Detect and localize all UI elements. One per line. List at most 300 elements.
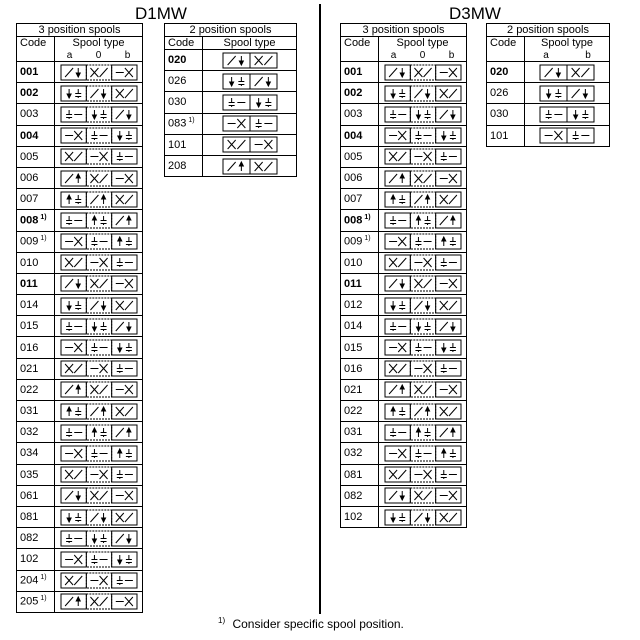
spool-symbol-icon — [222, 158, 278, 175]
spool-code-cell — [341, 62, 379, 83]
spool-symbol-icon — [222, 115, 278, 132]
spool-code-cell — [341, 337, 379, 358]
spool-code: 014 — [344, 320, 363, 333]
spool-code-cell — [487, 104, 525, 125]
spool-symbol-icon — [60, 106, 138, 123]
spool-row — [487, 104, 610, 125]
spool-code-cell — [17, 125, 55, 146]
d1mw-3-position-table — [16, 23, 143, 613]
spool-symbol-icon — [384, 509, 462, 526]
spool-code-cell — [341, 273, 379, 294]
spool-symbol-icon — [222, 73, 278, 90]
column-divider — [319, 4, 321, 614]
spool-code-cell — [341, 464, 379, 485]
spool-symbol-cell — [379, 273, 467, 294]
spool-symbol-icon — [60, 593, 138, 610]
spool-row — [17, 570, 143, 591]
spool-code-cell — [341, 167, 379, 188]
spool-row — [341, 189, 467, 210]
spool-row — [17, 591, 143, 612]
position-a-label: a — [390, 49, 397, 61]
spool-symbol-cell — [55, 485, 143, 506]
spool-code-cell — [17, 231, 55, 252]
spool-symbol-icon — [384, 191, 462, 208]
spool-code-cell — [17, 252, 55, 273]
spool-symbol-icon — [60, 233, 138, 250]
footnote — [216, 616, 404, 631]
spool-code: 031 — [344, 426, 363, 439]
code-header: Code — [17, 37, 55, 50]
spool-symbol-cell — [55, 549, 143, 570]
spool-symbol-cell — [55, 464, 143, 485]
spool-code: 101 — [490, 129, 509, 142]
spool-row — [341, 62, 467, 83]
spool-symbol-icon — [539, 106, 595, 123]
spool-symbol-cell — [55, 83, 143, 104]
spool-symbol-icon — [60, 212, 138, 229]
spool-code: 006 — [20, 172, 39, 185]
spool-row — [17, 146, 143, 167]
spool-row — [17, 231, 143, 252]
spool-row — [487, 62, 610, 83]
spool-symbol-icon — [384, 64, 462, 81]
spool-symbol-icon — [384, 106, 462, 123]
spool-code-cell — [341, 506, 379, 527]
spool-code-cell — [17, 316, 55, 337]
spool-code: 011 — [20, 277, 38, 290]
spool-symbol-cell — [379, 401, 467, 422]
spool-code: 030 — [168, 96, 187, 109]
spool-row — [341, 379, 467, 400]
spool-symbol-cell — [379, 316, 467, 337]
spool-symbol-icon — [384, 170, 462, 187]
spool-symbol-icon — [384, 297, 462, 314]
spool-symbol-icon — [60, 64, 138, 81]
spool-symbol-cell — [55, 273, 143, 294]
spool-code: 003 — [344, 108, 363, 121]
position-a-label: a — [66, 49, 73, 61]
spool-symbol-cell — [379, 506, 467, 527]
spool-row — [165, 113, 297, 134]
spool-symbol-icon — [384, 403, 462, 420]
group-header: 2 position spools — [487, 24, 610, 37]
spool-code-cell — [17, 189, 55, 210]
position-b-label: b — [585, 49, 591, 61]
spool-row — [341, 316, 467, 337]
spool-row — [341, 485, 467, 506]
spool-code: 020 — [168, 54, 187, 67]
spool-symbol-cell — [379, 443, 467, 464]
spool-row — [17, 252, 143, 273]
spool-row — [341, 401, 467, 422]
spool-symbol-cell — [203, 155, 297, 176]
spool-code: 010 — [20, 256, 39, 269]
spool-row — [341, 125, 467, 146]
spool-symbol-icon — [60, 530, 138, 547]
spool-row — [341, 273, 467, 294]
spool-symbol-icon — [60, 170, 138, 187]
spool-symbol-cell — [55, 422, 143, 443]
spool-symbol-cell — [525, 104, 610, 125]
spool-row — [17, 295, 143, 316]
spool-code-cell — [17, 379, 55, 400]
spool-code-cell — [341, 252, 379, 273]
group-header: 2 position spools — [165, 24, 297, 37]
group-header: 3 position spools — [341, 24, 467, 37]
spool-code-cell — [17, 295, 55, 316]
spool-symbol-cell — [55, 528, 143, 549]
spool-symbol-cell — [525, 125, 610, 146]
spool-row — [17, 379, 143, 400]
spool-code-cell — [165, 134, 203, 155]
spool-code-cell — [17, 528, 55, 549]
footnote-ref: 1) — [364, 235, 371, 243]
spool-code-cell — [17, 273, 55, 294]
spool-row — [17, 485, 143, 506]
spool-code: 005 — [20, 150, 39, 163]
spool-type-header: Spool type — [55, 37, 143, 50]
footnote-ref: 1) — [40, 595, 47, 603]
spool-code: 003 — [20, 108, 39, 121]
spool-symbol-cell — [203, 92, 297, 113]
spool-row — [341, 295, 467, 316]
spool-symbol-icon — [384, 148, 462, 165]
spool-code: 081 — [344, 468, 363, 481]
spool-row — [165, 71, 297, 92]
spool-row — [487, 83, 610, 104]
spool-code: 205 — [20, 596, 39, 609]
spool-symbol-icon — [60, 487, 138, 504]
spool-row — [17, 273, 143, 294]
spool-row — [17, 62, 143, 83]
code-header: Code — [487, 37, 525, 50]
spool-symbol-cell — [55, 231, 143, 252]
spool-code: 032 — [20, 426, 39, 439]
spool-code-cell — [17, 62, 55, 83]
spool-code: 008 — [20, 214, 39, 227]
spool-row — [341, 231, 467, 252]
footnote-ref: 1) — [40, 235, 47, 243]
spool-symbol-cell — [379, 379, 467, 400]
spool-row — [165, 134, 297, 155]
spool-symbol-icon — [60, 572, 138, 589]
spool-symbol-icon — [60, 127, 138, 144]
spool-symbol-cell — [379, 104, 467, 125]
spool-symbol-icon — [384, 212, 462, 229]
spool-code: 009 — [344, 235, 363, 248]
spool-code: 034 — [20, 447, 39, 460]
spool-symbol-icon — [60, 85, 138, 102]
spool-code: 026 — [168, 75, 187, 88]
position-b-label: b — [124, 49, 131, 61]
spool-symbol-cell — [379, 62, 467, 83]
spool-code-cell — [341, 401, 379, 422]
spool-row — [17, 337, 143, 358]
spool-symbol-cell — [55, 167, 143, 188]
spool-code: 204 — [20, 574, 39, 587]
spool-code: 010 — [344, 256, 363, 269]
spool-row — [487, 125, 610, 146]
spool-code-cell — [17, 210, 55, 231]
spool-symbol-cell — [55, 210, 143, 231]
spool-code: 035 — [20, 468, 39, 481]
spool-symbol-cell — [379, 485, 467, 506]
spool-symbol-icon — [384, 318, 462, 335]
spool-code: 009 — [20, 235, 39, 248]
spool-code: 004 — [344, 129, 363, 142]
spool-code-cell — [165, 71, 203, 92]
spool-code: 016 — [20, 341, 39, 354]
spool-symbol-cell — [379, 337, 467, 358]
spool-row — [341, 146, 467, 167]
spool-code: 001 — [20, 66, 39, 79]
spool-code: 015 — [20, 320, 39, 333]
spool-code: 208 — [168, 160, 187, 173]
spool-symbol-icon — [60, 254, 138, 271]
spool-code-cell — [341, 231, 379, 252]
spool-symbol-icon — [60, 509, 138, 526]
spool-code-cell — [487, 62, 525, 83]
position-0-label: 0 — [95, 49, 102, 61]
spool-symbol-cell — [55, 189, 143, 210]
spool-code: 021 — [344, 383, 363, 396]
spool-code: 102 — [344, 511, 363, 524]
spool-code: 031 — [20, 405, 39, 418]
spool-code-cell — [17, 549, 55, 570]
spool-symbol-icon — [539, 64, 595, 81]
spool-symbol-cell — [379, 83, 467, 104]
position-a-label: a — [543, 49, 549, 61]
spool-code-cell — [487, 83, 525, 104]
spool-symbol-icon — [384, 127, 462, 144]
spool-symbol-icon — [60, 424, 138, 441]
spool-code-cell — [17, 591, 55, 612]
spool-code: 061 — [20, 489, 39, 502]
spool-row — [17, 167, 143, 188]
spool-symbol-cell — [379, 125, 467, 146]
spool-symbol-cell — [203, 50, 297, 71]
spool-code-cell — [17, 570, 55, 591]
spool-symbol-cell — [379, 252, 467, 273]
spool-code-cell — [17, 83, 55, 104]
spool-code: 022 — [344, 405, 363, 418]
spool-row — [17, 316, 143, 337]
spool-code-cell — [341, 210, 379, 231]
spool-code-cell — [341, 379, 379, 400]
code-header: Code — [341, 37, 379, 50]
spool-type-header: Spool type — [203, 37, 297, 50]
d1mw-2-position-table — [164, 23, 297, 177]
spool-code: 026 — [490, 87, 509, 100]
spool-row — [17, 83, 143, 104]
spool-type-header: Spool type — [525, 37, 610, 50]
spool-symbol-icon — [384, 445, 462, 462]
spool-row — [341, 210, 467, 231]
spool-code-cell — [341, 295, 379, 316]
spool-symbol-icon — [60, 191, 138, 208]
spool-symbol-cell — [379, 210, 467, 231]
spool-code-cell — [17, 337, 55, 358]
spool-code-cell — [341, 104, 379, 125]
spool-symbol-cell — [379, 189, 467, 210]
spool-symbol-icon — [60, 551, 138, 568]
spool-row — [341, 104, 467, 125]
spool-symbol-cell — [55, 591, 143, 612]
spool-symbol-cell — [55, 443, 143, 464]
spool-code-cell — [165, 113, 203, 134]
spool-row — [341, 358, 467, 379]
spool-code: 015 — [344, 341, 363, 354]
spool-code: 008 — [344, 214, 363, 227]
spool-symbol-cell — [525, 83, 610, 104]
spool-row — [341, 422, 467, 443]
spool-symbol-cell — [55, 252, 143, 273]
spool-row — [341, 252, 467, 273]
spool-code-cell — [341, 189, 379, 210]
spool-symbol-icon — [539, 127, 595, 144]
spool-code: 002 — [344, 87, 363, 100]
spool-code-cell — [17, 443, 55, 464]
spool-row — [17, 549, 143, 570]
spool-symbol-icon — [384, 360, 462, 377]
spool-row — [17, 506, 143, 527]
spool-symbol-cell — [55, 337, 143, 358]
spool-symbol-icon — [60, 275, 138, 292]
spool-row — [165, 155, 297, 176]
spool-code-cell — [341, 443, 379, 464]
spool-row — [17, 422, 143, 443]
spool-symbol-icon — [222, 136, 278, 153]
spool-code-cell — [17, 358, 55, 379]
spool-code: 006 — [344, 172, 363, 185]
spool-row — [341, 167, 467, 188]
footnote-ref: 1) — [40, 574, 47, 582]
spool-row — [17, 528, 143, 549]
spool-symbol-icon — [60, 360, 138, 377]
spool-symbol-cell — [525, 62, 610, 83]
spool-symbol-icon — [222, 52, 278, 69]
spool-code: 081 — [20, 511, 39, 524]
spool-row — [17, 104, 143, 125]
spool-symbol-icon — [60, 339, 138, 356]
footnote-text: Consider specific spool position. — [232, 617, 404, 631]
spool-code: 030 — [490, 108, 509, 121]
spool-symbol-icon — [384, 424, 462, 441]
spool-code: 007 — [344, 193, 363, 206]
position-b-label: b — [448, 49, 455, 61]
spool-code-cell — [487, 125, 525, 146]
spool-code: 082 — [344, 489, 363, 502]
spool-symbol-icon — [384, 487, 462, 504]
spool-code: 032 — [344, 447, 363, 460]
d1mw-title: D1MW — [135, 4, 187, 23]
spool-code-cell — [341, 316, 379, 337]
spool-row — [165, 92, 297, 113]
spool-symbol-icon — [384, 466, 462, 483]
spool-row — [17, 125, 143, 146]
footnote-ref: 1) — [188, 117, 195, 125]
spool-symbol-cell — [55, 358, 143, 379]
spool-symbol-cell — [55, 401, 143, 422]
spool-code-cell — [17, 401, 55, 422]
spool-symbol-cell — [55, 506, 143, 527]
spool-row — [341, 506, 467, 527]
spool-row — [17, 210, 143, 231]
spool-code-cell — [341, 146, 379, 167]
spool-symbol-icon — [384, 254, 462, 271]
spool-code: 007 — [20, 193, 39, 206]
spool-symbol-cell — [55, 316, 143, 337]
group-header: 3 position spools — [17, 24, 143, 37]
footnote-mark: 1) — [218, 616, 226, 625]
d3mw-2-position-table — [486, 23, 610, 147]
spool-symbol-icon — [384, 381, 462, 398]
spool-row — [341, 83, 467, 104]
spool-row — [17, 464, 143, 485]
spool-code-cell — [165, 50, 203, 71]
spool-symbol-icon — [60, 445, 138, 462]
spool-code-cell — [341, 358, 379, 379]
spool-symbol-cell — [379, 358, 467, 379]
spool-code-cell — [341, 422, 379, 443]
spool-row — [17, 401, 143, 422]
spool-code: 012 — [344, 299, 363, 312]
spool-row — [341, 443, 467, 464]
spool-symbol-cell — [379, 464, 467, 485]
spool-symbol-cell — [379, 167, 467, 188]
spool-row — [341, 464, 467, 485]
position-0-label: 0 — [419, 49, 426, 61]
spool-code-cell — [341, 485, 379, 506]
spool-type-header: Spool type — [379, 37, 467, 50]
spool-symbol-cell — [203, 134, 297, 155]
spool-code: 004 — [20, 129, 39, 142]
spool-code: 016 — [344, 362, 363, 375]
spool-code: 020 — [490, 66, 509, 79]
spool-code: 083 — [168, 117, 187, 130]
d3mw-3-position-table — [340, 23, 467, 528]
spool-code: 101 — [168, 138, 187, 151]
spool-symbol-cell — [203, 113, 297, 134]
spool-code: 102 — [20, 553, 39, 566]
d3mw-title: D3MW — [449, 4, 501, 23]
spool-symbol-icon — [222, 94, 278, 111]
spool-symbol-cell — [55, 379, 143, 400]
spool-symbol-cell — [55, 146, 143, 167]
code-header: Code — [165, 37, 203, 50]
spool-symbol-icon — [384, 275, 462, 292]
spool-code-cell — [17, 146, 55, 167]
spool-code: 014 — [20, 299, 39, 312]
footnote-ref: 1) — [364, 214, 371, 222]
spool-code-cell — [341, 83, 379, 104]
spool-symbol-icon — [60, 381, 138, 398]
spool-code: 022 — [20, 383, 39, 396]
spool-symbol-icon — [60, 297, 138, 314]
spool-code-cell — [17, 464, 55, 485]
spool-symbol-icon — [60, 466, 138, 483]
spool-code: 001 — [344, 66, 363, 79]
spool-symbol-cell — [55, 570, 143, 591]
spool-row — [165, 50, 297, 71]
spool-symbol-cell — [379, 231, 467, 252]
spool-symbol-icon — [384, 85, 462, 102]
spool-code-cell — [165, 155, 203, 176]
spool-symbol-cell — [55, 62, 143, 83]
spool-code: 005 — [344, 150, 363, 163]
spool-symbol-icon — [384, 233, 462, 250]
spool-code-cell — [341, 125, 379, 146]
